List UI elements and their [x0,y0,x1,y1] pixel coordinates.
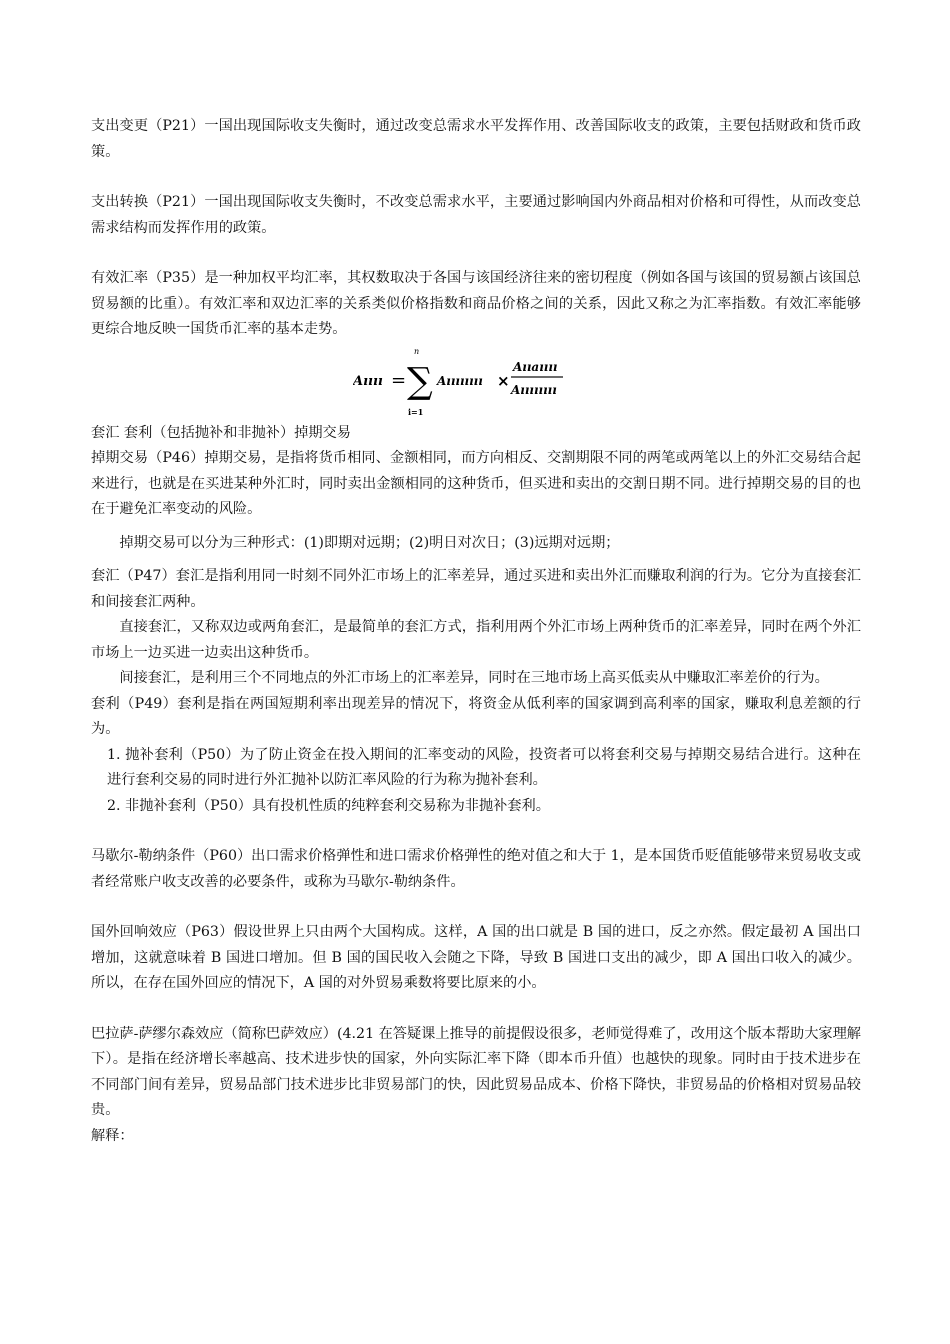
paragraph-spending-change: 支出变更（P21）一国出现国际收支失衡时，通过改变总需求水平发挥作用、改善国际收支的政策，主要包括财政和货币政策。 [91,118,861,160]
paragraph-marshall-lerner: 马歇尔-勒纳条件（P60）出口需求价格弹性和进口需求价格弹性的绝对值之和大于 1，是本国货币贬值能够带来贸易收支或者经常账户收支改善的必要条件，或称为马歇尔-勒纳条件。 [91,848,861,890]
document-page [91,114,861,1149]
effective-rate-formula [91,343,861,421]
paragraph-indirect-arbitrage: 间接套汇，是利用三个不同地点的外汇市场上的汇率差异，同时在三地市场上高买低卖从中赚取汇率差价的行为。 [119,670,829,686]
formula-numerator: Aııaıııı [513,359,558,374]
paragraph-gap [91,997,861,1022]
paragraph-swap-trading: 掉期交易（P46）掉期交易，是指将货币相同、金额相同，而方向相反、交割期限不同的两笔或两笔以上的外汇交易结合起来进行，也就是在买进某种外汇时，同时卖出金额相同的这种货币，但买进和卖出的交割日期不同。进行掉期交易的目的也在于避免汇率变动的风险。 [91,450,861,517]
paragraph-effective-exchange-rate: 有效汇率（P35）是一种加权平均汇率，其权数取决于各国与该国经济往来的密切程度（例如各国与该国的贸易额占该国总贸易额的比重）。有效汇率和双边汇率的关系类似价格指数和商品价格之间的关系，因此又称之为汇率指数。有效汇率能够更综合地反映一国货币汇率的基本走势。 [91,270,861,337]
formula-times: × [497,371,510,390]
paragraph-gap [91,241,861,266]
svg-text:∑: ∑ [407,360,433,402]
paragraph-spending-switch: 支出转换（P21）一国出现国际收支失衡时，不改变总需求水平，主要通过影响国内外商品相对价格和可得性，从而改变总需求结构而发挥作用的政策。 [91,194,861,236]
paragraph-interest-arbitrage: 套利（P49）套利是指在两国短期利率出现差异的情况下，将资金从低利率的国家调到高利率的国家，赚取利息差额的行为。 [91,695,861,737]
paragraph-explanation-label: 解释： [91,1127,134,1144]
formula-equals: = [391,369,407,391]
list-item-uncovered-arbitrage: 2. 非抛补套利（P50）具有投机性质的纯粹套利交易称为非抛补套利。 [107,797,550,814]
formula-lhs: Aıııı [353,373,383,389]
formula-denominator: Aıııııııı [511,382,557,397]
paragraph-arbitrage-heading: 套汇 套利（包括抛补和非抛补）掉期交易 [91,424,351,441]
formula-graphic [353,343,603,421]
paragraph-direct-arbitrage: 直接套汇，又称双边或两角套汇，是最简单的套汇方式，指利用两个外汇市场上两种货币的汇率差异，同时在两个外汇市场上一边买进一边卖出这种货币。 [91,619,861,661]
list-item-covered-arbitrage: 1. 抛补套利（P50）为了防止资金在投入期间的汇率变动的风险，投资者可以将套利交易与掉期交易结合进行。这种在进行套利交易的同时进行外汇抛补以防汇率风险的行为称为抛补套利。 [107,746,861,788]
paragraph-swap-forms: 掉期交易可以分为三种形式：(1)即期对远期；(2)明日对次日；(3)远期对远期； [119,534,620,551]
paragraph-gap [91,895,861,920]
formula-sum-lower: i=1 [408,406,424,417]
paragraph-balassa-samuelson: 巴拉萨-萨缪尔森效应（简称巴萨效应）(4.21 在答疑课上推导的前提假设很多，老师觉得难了，改用这个版本帮助大家理解下）。是指在经济增长率越高、技术进步快的国家，外向实际汇率下降（即本币升值）也越快的现象。同时由于技术进步在不同部门间有差异，贸易品部门技术进步比非贸易部门的快，因此贸易品成本、价格下降快，非贸易品的价格相对贸易品较贵。 [91,1025,861,1118]
formula-term: Aıııııııı [437,373,483,388]
paragraph-gap [91,165,861,190]
paragraph-gap [91,819,861,844]
paragraph-foreign-repercussion: 国外回响效应（P63）假设世界上只由两个大国构成。这样，A 国的出口就是 B 国的进口，反之亦然。假定最初 A 国出口增加，这就意味着 B 国进口增加。但 B 国的国民收入会随之下降，导致 B 国进口支出的减少，即 A 国出口收入的减少。所以，在存在国外回应的情况下，A 国的对外贸易乘数将要比原来的小。 [91,924,861,991]
paragraph-arbitrage: 套汇（P47）套汇是指利用同一时刻不同外汇市场上的汇率差异，通过买进和卖出外汇而赚取利润的行为。它分为直接套汇和间接套汇两种。 [91,568,861,610]
formula-sum-upper: n [414,346,420,356]
